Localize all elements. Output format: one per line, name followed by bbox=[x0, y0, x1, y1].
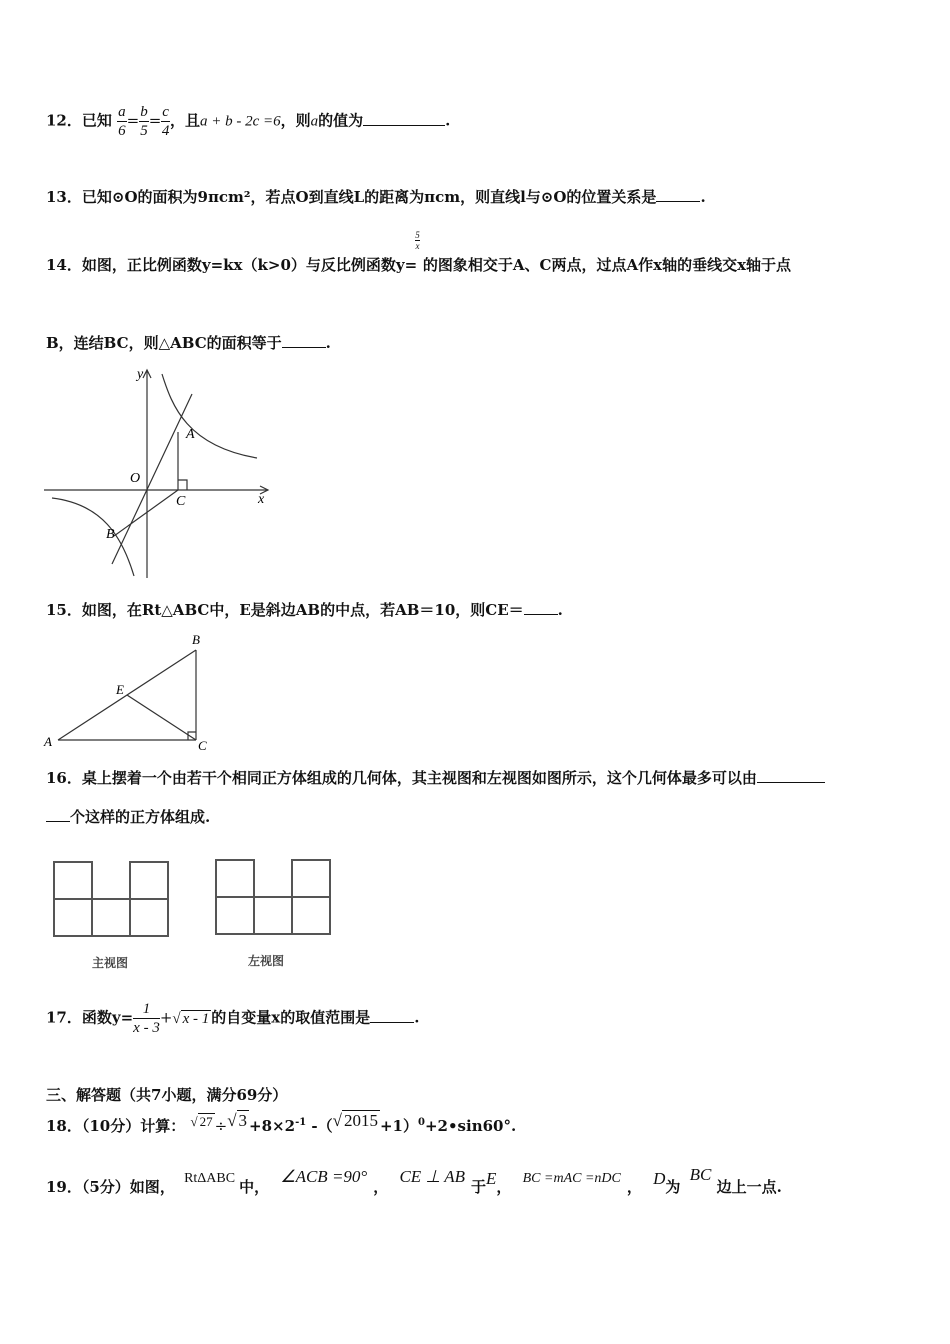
median-CE bbox=[127, 695, 196, 740]
section-heading: 三、解答题（共7小题，满分69分） bbox=[46, 1086, 288, 1104]
answer-blank bbox=[370, 1008, 414, 1023]
q12-number: 12． bbox=[46, 111, 82, 130]
question-15: 15．如图，在Rt△ABC中，E是斜边AB的中点，若AB＝10，则CE＝ . bbox=[46, 601, 563, 619]
answer-blank bbox=[363, 111, 445, 126]
answer-blank bbox=[656, 187, 700, 202]
q14-graph-figure bbox=[42, 366, 278, 582]
sqrt-3: √ 3 bbox=[227, 1111, 248, 1130]
question-14-line2: B，连结BC，则△ABC的面积等于 . bbox=[46, 334, 331, 352]
q19-ratio: BC =mAC =nDC bbox=[522, 1171, 621, 1186]
line-BC bbox=[114, 490, 178, 536]
q13-text: 已知⊙O的面积为9πcm²，若点O到直线L的距离为πcm，则直线l与⊙O的位置关系是 bbox=[81, 188, 657, 206]
label-C: C bbox=[176, 494, 186, 509]
q12-condition: a + b - 2c =6 bbox=[199, 113, 281, 130]
q14-number: 14． bbox=[46, 256, 82, 274]
hyperbola-branch-q1 bbox=[162, 374, 257, 458]
q15-triangle-figure bbox=[40, 628, 220, 754]
question-19: 19．（5分）如图， RtΔABC 中， ∠ACB =90°， CE ⊥ AB于E， BC =mAC =nDC ， D为 BC 边上一点. bbox=[46, 1165, 782, 1196]
cube-face bbox=[54, 899, 92, 936]
q13-number: 13． bbox=[46, 188, 82, 206]
answer-blank-continued bbox=[46, 807, 70, 822]
q19-angle: ∠ACB =90° bbox=[280, 1167, 368, 1186]
left-view-figure bbox=[214, 858, 334, 938]
q19-triangle: RtΔABC bbox=[184, 1171, 236, 1186]
sqrt-27: √ 27 bbox=[190, 1114, 213, 1129]
sqrt-x-minus-1: √ x - 1 bbox=[172, 1010, 210, 1027]
label-O: O bbox=[130, 471, 141, 486]
left-view-caption: 左视图 bbox=[248, 954, 285, 968]
label-C: C bbox=[198, 738, 207, 753]
front-view-figure bbox=[52, 860, 172, 940]
label-B: B bbox=[192, 632, 200, 647]
fraction-a6: $\frac{a}{6}$ bbox=[118, 104, 126, 139]
label-E: E bbox=[116, 682, 124, 697]
answer-blank bbox=[524, 600, 558, 615]
right-angle-mark bbox=[178, 480, 187, 490]
answer-blank bbox=[282, 333, 326, 348]
cube-face bbox=[130, 862, 168, 899]
q18-number: 18． bbox=[46, 1117, 82, 1135]
sqrt-2015: √ 2015 bbox=[332, 1111, 378, 1130]
question-12: 12．已知 $\frac{a}{6}$ = $\frac{b}{5}$ = $\frac{c}{4}$ ，且a + b - 2c =6，则a的值为 . bbox=[46, 104, 451, 139]
cube-face bbox=[292, 897, 330, 934]
fraction-5-over-x: $\frac{5}{x}$ bbox=[415, 229, 420, 251]
label-A: A bbox=[186, 427, 195, 442]
label-A: A bbox=[44, 734, 52, 749]
label-x: x bbox=[258, 492, 265, 507]
cube-face bbox=[54, 862, 92, 899]
label-B: B bbox=[106, 527, 115, 542]
q19-perp: CE ⊥ AB bbox=[399, 1167, 465, 1186]
proportional-line bbox=[112, 394, 192, 564]
cube-face bbox=[92, 899, 130, 936]
q16-number: 16． bbox=[46, 769, 82, 787]
label-y: y bbox=[137, 367, 144, 382]
fraction-b5: $\frac{b}{5}$ bbox=[140, 104, 148, 139]
q15-number: 15． bbox=[46, 601, 82, 619]
question-17: 17．函数y= $\frac{1}{x - 3}$ +√ x - 1 的自变量x的取值范围是 . bbox=[46, 1001, 420, 1036]
cube-face bbox=[292, 860, 330, 897]
q19-number: 19． bbox=[46, 1178, 82, 1196]
answer-blank bbox=[757, 768, 825, 783]
question-16: 16．桌上摆着一个由若干个相同正方体组成的几何体，其主视图和左视图如图所示，这个几何体最多可以由 bbox=[46, 767, 825, 788]
q17-number: 17． bbox=[46, 1008, 82, 1027]
cube-face bbox=[216, 860, 254, 897]
fraction-1-over-x-minus-3: $\frac{1}{x - 3}$ bbox=[133, 1001, 160, 1036]
question-14: 14．如图，正比例函数y=kx（k>0）与反比例函数y= $\frac{5}{x}$ 的图象相交于A、C两点，过点A作x轴的垂线交x轴于点 bbox=[46, 229, 792, 274]
question-13: 13．已知⊙O的面积为9πcm²，若点O到直线L的距离为πcm，则直线l与⊙O的位置关系是 . bbox=[46, 188, 706, 206]
cube-face bbox=[216, 897, 254, 934]
cube-face bbox=[254, 897, 292, 934]
question-18: 18．（10分）计算： √ 27 ÷√ $3 +8\times 2^{-1}$ -（√ 2015 +1）$^0$+2•sin60°. bbox=[46, 1111, 517, 1135]
cube-face bbox=[130, 899, 168, 936]
fraction-c4: $\frac{c}{4}$ bbox=[161, 104, 170, 139]
question-16-line2: 个这样的正方体组成. bbox=[46, 806, 210, 827]
front-view-caption: 主视图 bbox=[92, 956, 129, 970]
hyperbola-branch-q3 bbox=[52, 498, 134, 576]
